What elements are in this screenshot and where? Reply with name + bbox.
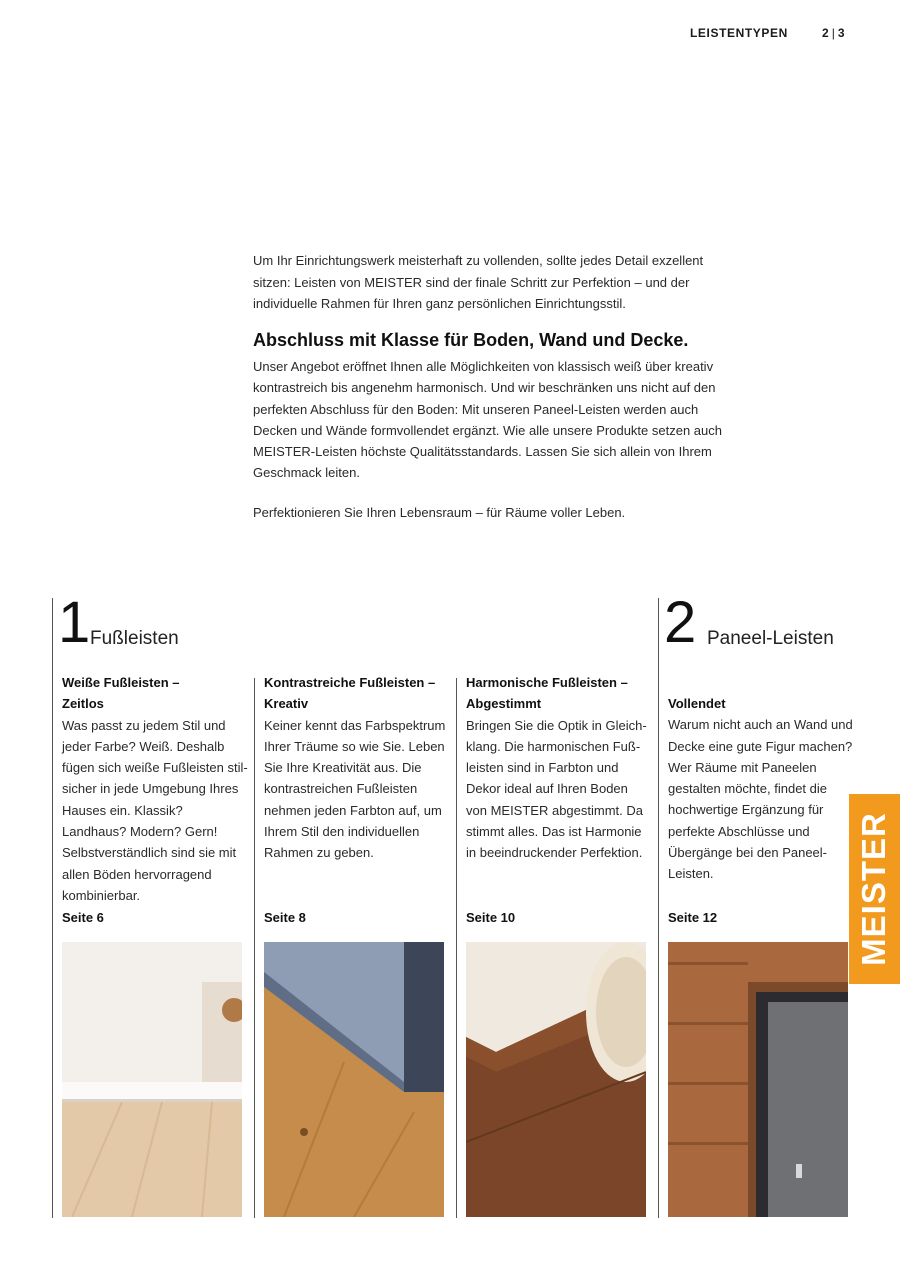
column-title-line2: Zeitlos: [62, 696, 104, 712]
column-white-skirting: [62, 672, 248, 925]
column-text: Warum nicht auch an Wand und Decke eine gute Figur machen? Wer Räume mit Paneelen gestalten möchte, findet die hochwertige Ergänzung für perfekte Abschlüsse und Übergänge bei den Paneel-Leisten.: [668, 717, 853, 882]
headline: Abschluss mit Klasse für Boden, Wand und Decke.: [253, 330, 689, 350]
intro-body: Unser Angebot eröffnet Ihnen alle Möglichkeiten von klassisch weiß über kreativ kontrastreich bis angenehm harmonisch. Und wir beschränken uns nicht auf den perfekten Abschluss für den Boden: Mit unseren Paneel-Leisten werden auch Decken und Wände formvollendet ergänzt. Wie alle unsere Produkte setzen auch MEISTER-Leisten höchste Qualitätsstandards. Lassen Sie sich allein von Ihrem Geschmack leiten.: [253, 359, 722, 481]
category-number-1: 1: [58, 590, 89, 655]
column-title-line1: Kontrastreiche Fußleisten –: [264, 675, 436, 690]
category-label-1: Fußleisten: [90, 628, 179, 649]
page-separator: |: [831, 26, 835, 40]
section-title: LEISTENTYPEN: [690, 26, 788, 40]
divider-category-2: [658, 598, 659, 1218]
page-reference: Seite 10: [466, 910, 516, 925]
brand-tab: [849, 794, 900, 984]
page-number-left: 2: [822, 26, 829, 40]
column-contrast-skirting: [264, 672, 450, 925]
photo-white-skirting: [62, 942, 242, 1217]
page-reference: Seite 12: [668, 910, 718, 925]
photo-harmonic-skirting: [466, 942, 646, 1217]
page-reference: Seite 6: [62, 910, 104, 925]
intro-block: [253, 250, 723, 315]
page-number-right: 3: [837, 26, 845, 40]
intro-closing: Perfektionieren Sie Ihren Lebensraum – für Räume voller Leben.: [253, 505, 626, 520]
intro-paragraph: Um Ihr Einrichtungswerk meisterhaft zu vollenden, sollte jedes Detail exzellent sitzen: Leisten von MEISTER sind der finale Schritt zur Perfektion – und der individuelle Rahmen für Ihren ganz persönlichen Einrichtungsstil.: [253, 253, 704, 311]
category-label-2: Paneel-Leisten: [707, 628, 834, 649]
category-number-2: 2: [664, 590, 695, 655]
column-text: Bringen Sie die Optik in Gleichklang. Die harmonischen Fußleisten sind in Farbton und Dekor ideal auf Ihren Boden von MEISTER abgestimmt. Da stimmt alles. Das ist Harmonie in beeindruckender Perfektion.: [466, 717, 647, 861]
divider-column-2: [254, 678, 255, 1218]
page-reference: Seite 8: [264, 910, 306, 925]
column-text: Was passt zu jedem Stil und jeder Farbe? Weiß. Deshalb fügen sich weiße Fußleisten stilsicher in jede Umgebung Ihres Hauses ein. Klassik? Landhaus? Modern? Gern! Selbstverständlich sind sie mit allen Böden hervorragend kombinierbar.: [62, 717, 248, 903]
photo-panel-trim: [668, 942, 848, 1217]
column-title-line2: Vollendet: [668, 696, 726, 711]
column-title-line2: Abgestimmt: [466, 696, 542, 712]
photo-contrast-skirting: [264, 942, 444, 1217]
page-numbers: [822, 26, 845, 40]
divider-category-1: [52, 598, 53, 1218]
column-title-line2: Kreativ: [264, 696, 309, 712]
column-title-line1: Harmonische Fußleisten –: [466, 675, 628, 690]
column-text: Keiner kennt das Farbspektrum Ihrer Träume so wie Sie. Leben Sie Ihre Kreativität aus. Die kontrastreichen Fußleisten nehmen jeden Farbton auf, um Ihrem Stil den individuellen Rahmen zu geben.: [264, 717, 446, 861]
divider-column-3: [456, 678, 457, 1218]
column-title-line1: Weiße Fußleisten –: [62, 675, 180, 690]
brand-logo: MEISTER: [855, 812, 892, 966]
column-harmonic-skirting: [466, 672, 652, 925]
column-panel-trim: [668, 693, 854, 925]
